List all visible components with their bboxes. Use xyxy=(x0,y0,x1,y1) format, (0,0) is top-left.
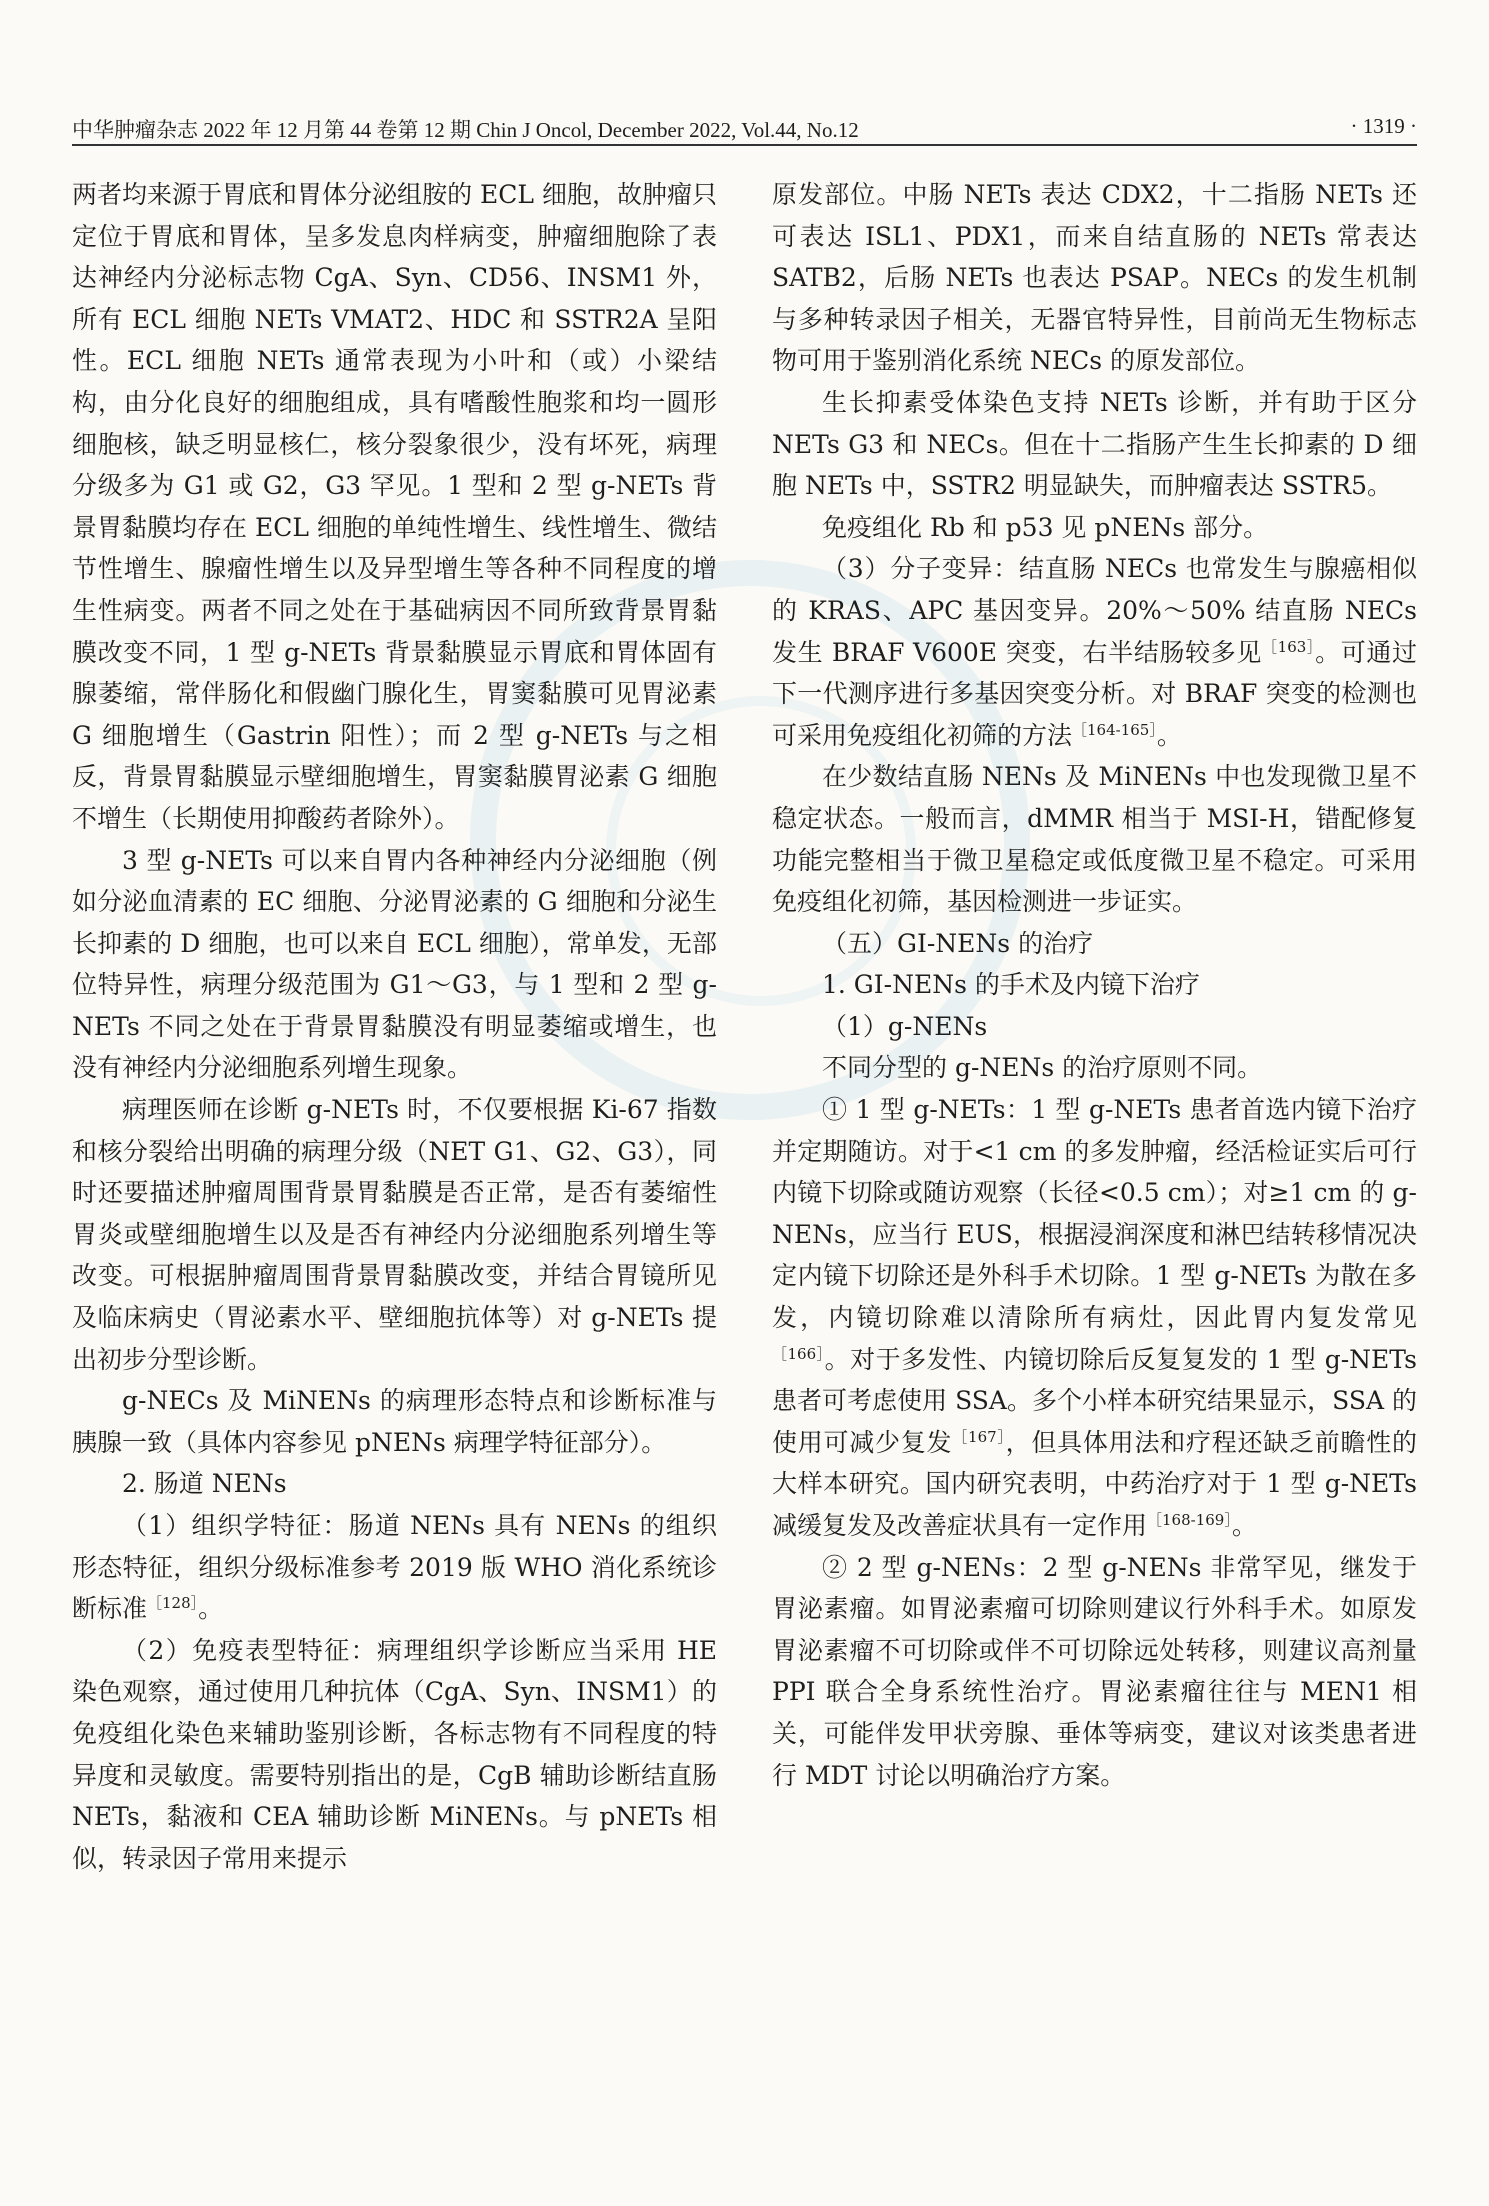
section-heading: （1）g-NENs xyxy=(822,1011,988,1041)
paragraph: （2）免疫表型特征：病理组织学诊断应当采用 HE 染色观察，通过使用几种抗体（CgA、Syn、INSM1）的免疫组化染色来辅助鉴别诊断，各标志物有不同程度的特异度和灵敏度。需要特别指出的是，CgB 辅助诊断结直肠 NETs，黏液和 CEA 辅助诊断 MiNENs。与 pNETs 相似，转录因子常用来提示 xyxy=(72,1635,717,1873)
paragraph: （3）分子变异：结直肠 NECs 也常发生与腺癌相似的 KRAS、APC 基因变异。20%～50% 结直肠 NECs 发生 BRAF V600E 突变，右半结肠较多见$^{[163]}$。可通过下一代测序进行多基因突变分析。对 BRAF 突变的检测也可采用免疫组化初筛的方法$^{[164-165]}$。 xyxy=(772,554,1417,750)
citation-ref: ［168-169］ xyxy=(1147,1511,1232,1529)
paragraph: 免疫组化 Rb 和 p53 见 pNENs 部分。 xyxy=(822,512,1269,542)
citation-ref: ［167］ xyxy=(952,1427,1006,1446)
journal-citation: 中华肿瘤杂志 2022 年 12 月第 44 卷第 12 期 Chin J Oncol, December 2022, Vol.44, No.12 xyxy=(72,118,859,142)
paragraph: （1）组织学特征：肠道 NENs 具有 NENs 的组织形态特征，组织分级标准参考 2019 版 WHO 消化系统诊断标准$^{[128]}$。 xyxy=(72,1511,717,1624)
section-heading: 2. 肠道 NENs xyxy=(122,1469,287,1499)
citation-ref: ［163］ xyxy=(1262,637,1316,656)
page-number: · 1319 · xyxy=(1350,114,1417,138)
paragraph: 原发部位。中肠 NETs 表达 CDX2，十二指肠 NETs 还可表达 ISL1、PDX1，而来自结直肠的 NETs 常表达 SATB2，后肠 NETs 也表达 PSAP。NECs 的发生机制与多种转录因子相关，无器官特异性，目前尚无生物标志物可用于鉴别消化系统 NECs 的原发部位。 xyxy=(772,180,1417,376)
citation-ref: ［128］ xyxy=(147,1594,199,1613)
citation-ref: ［166］ xyxy=(772,1344,825,1363)
paragraph: 生长抑素受体染色支持 NETs 诊断，并有助于区分 NETs G3 和 NECs。但在十二指肠产生生长抑素的 D 细胞 NETs 中，SSTR2 明显缺失，而肿瘤表达 SSTR5。 xyxy=(772,387,1417,501)
paragraph: 3 型 g-NETs 可以来自胃内各种神经内分泌细胞（例如分泌血清素的 EC 细胞、分泌胃泌素的 G 细胞和分泌生长抑素的 D 细胞，也可以来自 ECL 细胞），常单发，无部位特异性，病理分级范围为 G1～G3，与 1 型和 2 型 g-NETs 不同之处在于背景胃黏膜没有明显萎缩或增生，也没有神经内分泌细胞系列增生现象。 xyxy=(72,845,717,1083)
citation-ref: ［164-165］ xyxy=(1072,720,1157,739)
paragraph: g-NECs 及 MiNENs 的病理形态特点和诊断标准与胰腺一致（具体内容参见 pNENs 病理学特征部分）。 xyxy=(72,1386,717,1457)
paragraph: ② 2 型 g-NENs：2 型 g-NENs 非常罕见，继发于胃泌素瘤。如胃泌素瘤可切除则建议行外科手术。如原发胃泌素瘤不可切除或伴不可切除远处转移，则建议高剂量 PPI 联合全身系统性治疗。胃泌素瘤往往与 MEN1 相关，可能伴发甲状旁腺、垂体等病变，建议对该类患者进行 MDT 讨论以明确治疗方案。 xyxy=(772,1552,1417,1790)
paragraph: 病理医师在诊断 g-NETs 时，不仅要根据 Ki-67 指数和核分裂给出明确的病理分级（NET G1、G2、G3），同时还要描述肿瘤周围背景胃黏膜是否正常，是否有萎缩性胃炎或壁细胞增生以及是否有神经内分泌细胞系列增生等改变。可根据肿瘤周围背景胃黏膜改变，并结合胃镜所见及临床病史（胃泌素水平、壁细胞抗体等）对 g-NETs 提出初步分型诊断。 xyxy=(72,1095,717,1374)
paragraph: 两者均来源于胃底和胃体分泌组胺的 ECL 细胞，故肿瘤只定位于胃底和胃体，呈多发息肉样病变，肿瘤细胞除了表达神经内分泌标志物 CgA、Syn、CD56、INSM1 外，所有 ECL 细胞 NETs VMAT2、HDC 和 SSTR2A 呈阳性。ECL 细胞 NETs 通常表现为小叶和（或）小梁结构，由分化良好的细胞组成，具有嗜酸性胞浆和均一圆形细胞核，缺乏明显核仁，核分裂象很少，没有坏死，病理分级多为 G1 或 G2，G3 罕见。1 型和 2 型 g-NETs 背景胃黏膜均存在 ECL 细胞的单纯性增生、线性增生、微结节性增生、腺瘤性增生以及异型增生等各种不同程度的增生性病变。两者不同之处在于基础病因不同所致背景胃黏膜改变不同，1 型 g-NETs 背景黏膜显示胃底和胃体固有腺萎缩，常伴肠化和假幽门腺化生，胃窦黏膜可见胃泌素 G 细胞增生（Gastrin 阳性）；而 2 型 g-NETs 与之相反，背景胃黏膜显示壁细胞增生，胃窦黏膜胃泌素 G 细胞不增生（长期使用抑酸药者除外）。 xyxy=(72,180,717,833)
left-column xyxy=(72,174,717,1879)
running-header xyxy=(72,110,1417,146)
paragraph: ① 1 型 g-NETs：1 型 g-NETs 患者首选内镜下治疗并定期随访。对于<1 cm 的多发肿瘤，经活检证实后可行内镜下切除或随访观察（长径<0.5 cm）；对≥1 cm 的 g-NENs，应当行 EUS，根据浸润深度和淋巴结转移情况决定内镜下切除还是外科手术切除。1 型 g-NETs 为散在多发，内镜切除难以清除所有病灶，因此胃内复发常见$^{[166]}$。对于多发性、内镜切除后反复复发的 1 型 g-NETs 患者可考虑使用 SSA。多个小样本研究结果显示，SSA 的使用可减少复发$^{[167]}$，但具体用法和疗程还缺乏前瞻性的大样本研究。国内研究表明，中药治疗对于 1 型 g-NETs减缓复发及改善症状具有一定作用$^{[168-169]}$。 xyxy=(772,1095,1417,1540)
section-heading: （五）GI-NENs 的治疗 xyxy=(822,928,1094,958)
paragraph: 在少数结直肠 NENs 及 MiNENs 中也发现微卫星不稳定状态。一般而言，dMMR 相当于 MSI-H，错配修复功能完整相当于微卫星稳定或低度微卫星不稳定。可采用免疫组化初筛，基因检测进一步证实。 xyxy=(772,762,1417,917)
section-heading: 1. GI-NENs 的手术及内镜下治疗 xyxy=(822,970,1200,1000)
right-column xyxy=(772,174,1417,1796)
paragraph: 不同分型的 g-NENs 的治疗原则不同。 xyxy=(822,1053,1263,1083)
